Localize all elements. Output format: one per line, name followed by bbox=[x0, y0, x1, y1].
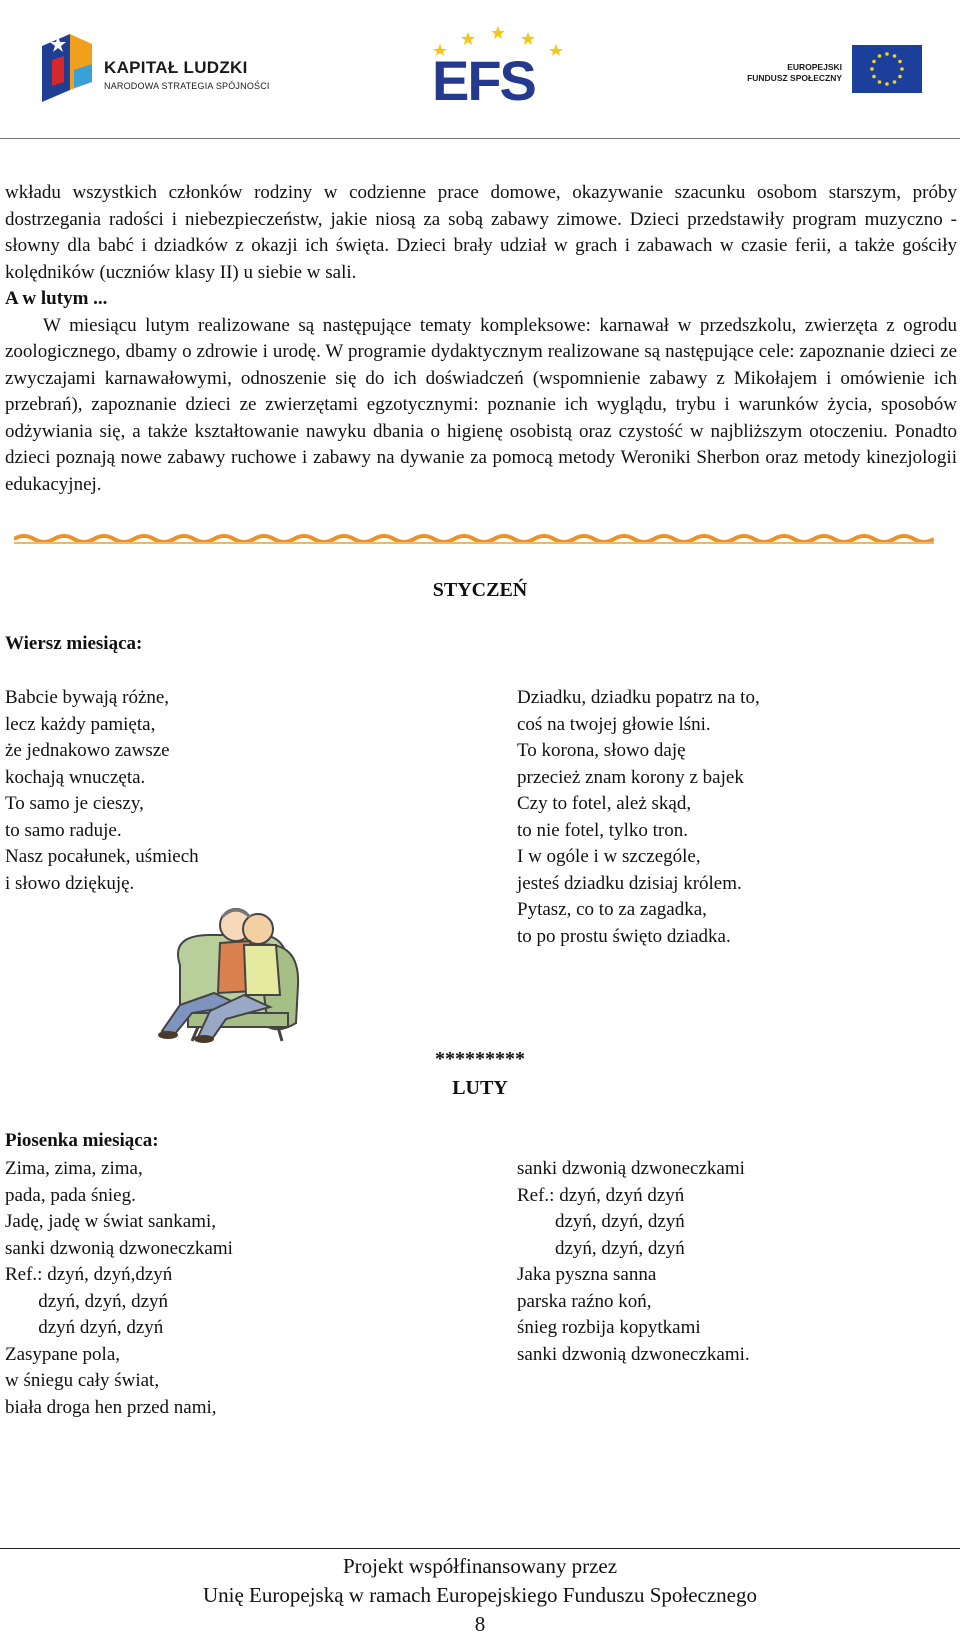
song-line: pada, pada śnieg. bbox=[5, 1184, 136, 1206]
february-paragraph bbox=[5, 313, 957, 499]
poem-line: Czy to fotel, ależ skąd, bbox=[517, 793, 692, 814]
song-line: Ref.: dzyń, dzyń,dzyń bbox=[5, 1264, 173, 1285]
song-line: biała droga hen przed nami, bbox=[5, 1396, 217, 1418]
january-title: STYCZEŃ bbox=[432, 579, 528, 601]
poem-line: To korona, słowo daję bbox=[517, 740, 686, 761]
poem-line: że jednakowo zawsze bbox=[5, 740, 170, 761]
february-heading: A w lutym ... bbox=[5, 288, 108, 309]
song-line: Zima, zima, zima, bbox=[5, 1158, 143, 1179]
footer-divider bbox=[0, 1548, 960, 1549]
song-line: śnieg rozbija kopytkami bbox=[517, 1317, 701, 1338]
section-separator: ********* bbox=[435, 1048, 525, 1070]
eu-fund-label bbox=[742, 62, 842, 84]
song-line: Zasypane pola, bbox=[5, 1343, 121, 1365]
kapital-ludzki-subtitle: NARODOWA STRATEGIA SPÓJNOŚCI bbox=[104, 81, 270, 91]
eu-fund-label-line1: EUROPEJSKI bbox=[787, 62, 842, 72]
poem-line: przecież znam korony z bajek bbox=[517, 766, 744, 788]
poem-line: to nie fotel, tylko tron. bbox=[517, 819, 688, 841]
poem-line: Babcie bywają różne, bbox=[5, 687, 170, 708]
eu-flag-icon bbox=[852, 45, 922, 93]
grandpa-poem bbox=[517, 685, 760, 950]
winter-song-part2 bbox=[517, 1156, 750, 1368]
page-header bbox=[0, 0, 960, 139]
page-number: 8 bbox=[474, 1612, 486, 1636]
february-title: LUTY bbox=[452, 1077, 508, 1099]
january-label: Wiersz miesiąca: bbox=[5, 633, 143, 654]
poem-line: to samo raduje. bbox=[5, 819, 122, 841]
poem-line: jesteś dziadku dzisiaj królem. bbox=[517, 872, 742, 894]
song-line: Jaka pyszna sanna bbox=[517, 1264, 657, 1285]
february-paragraph-text: W miesiącu lutym realizowane są następujące tematy kompleksowe: karnawał w przedszkolu, zwierzęta z ogrodu zoologicznego, dbamy o zdrowie i urodę. W programie dydaktycznym realizowane są następujące cele: zapoznanie dzieci ze zwyczajami karnawałowymi, odnoszenie się do ich doświadczeń (wspomnienie zabawy z Mikołajem i omówienie ich przebrań), zapoznanie dzieci ze zwierzętami egzotycznymi: poznanie ich wyglądu, trybu i warunków życia, sposobów odżywiania się, a także kształtowanie nawyku dbania o higienę osobistą oraz czystość w najbliższym otoczeniu. Ponadto dzieci poznają nowe zabawy ruchowe i zabawy na dywanie za pomocą metody Weroniki Sherbon oraz metody kinezjologii edukacyjnej. bbox=[5, 314, 957, 495]
poem-line: Nasz pocałunek, uśmiech bbox=[5, 846, 199, 867]
efs-wordmark: EFS bbox=[432, 49, 535, 112]
footer-line2: Unię Europejską w ramach Europejskiego Funduszu Społecznego bbox=[202, 1583, 758, 1607]
poem-line: Dziadku, dziadku popatrz na to, bbox=[517, 687, 760, 708]
song-line: sanki dzwonią dzwoneczkami. bbox=[517, 1343, 750, 1365]
february-label: Piosenka miesiąca: bbox=[5, 1130, 159, 1151]
grandma-poem bbox=[5, 685, 199, 897]
song-line: dzyń dzyń, dzyń bbox=[5, 1317, 164, 1338]
decorative-wave-divider bbox=[14, 531, 934, 551]
eu-fund-label-line2: FUNDUSZ SPOŁECZNY bbox=[747, 73, 842, 83]
winter-song-part1 bbox=[5, 1156, 233, 1421]
song-line: parska raźno koń, bbox=[517, 1290, 652, 1312]
song-line: sanki dzwonią dzwoneczkami bbox=[5, 1237, 233, 1259]
song-line: Ref.: dzyń, dzyń dzyń bbox=[517, 1184, 685, 1206]
poem-line: kochają wnuczęta. bbox=[5, 766, 146, 788]
footer-line1: Projekt współfinansowany przez bbox=[342, 1554, 618, 1578]
kapital-ludzki-logo bbox=[40, 30, 100, 106]
poem-line: lecz każdy pamięta, bbox=[5, 713, 156, 735]
song-line: w śniegu cały świat, bbox=[5, 1370, 160, 1391]
poem-line: to po prostu święto dziadka. bbox=[517, 925, 731, 947]
kapital-ludzki-title: KAPITAŁ LUDZKI bbox=[104, 58, 248, 77]
song-line: Jadę, jadę w świat sankami, bbox=[5, 1211, 217, 1232]
poem-line: i słowo dziękuję. bbox=[5, 872, 135, 894]
poem-line: coś na twojej głowie lśni. bbox=[517, 713, 711, 735]
grandparents-armchair-illustration bbox=[140, 895, 310, 1045]
song-line: dzyń, dzyń, dzyń bbox=[517, 1237, 685, 1259]
poem-line: I w ogóle i w szczególe, bbox=[517, 846, 701, 867]
page-footer bbox=[0, 1552, 960, 1639]
song-line: sanki dzwonią dzwoneczkami bbox=[517, 1158, 745, 1179]
intro-paragraph: wkładu wszystkich członków rodziny w codzienne prace domowe, okazywanie szacunku osobom starszym, próby dostrzegania radości i niebezpieczeństw, jakie niosą za sobą zabawy zimowe. Dzieci przedstawiły program muzyczno - słowny dla babć i dziadków z okazji ich święta. Dzieci brały udział w grach i zabawach w czasie ferii, a także gościły kolędników (uczniów klasy II) u siebie w sali. bbox=[5, 182, 957, 283]
poem-line: Pytasz, co to za zagadka, bbox=[517, 899, 707, 920]
intro-section bbox=[5, 180, 957, 498]
kapital-ludzki-wordmark bbox=[104, 58, 270, 91]
song-line: dzyń, dzyń, dzyń bbox=[517, 1211, 685, 1232]
poem-line: To samo je cieszy, bbox=[5, 793, 144, 814]
song-line: dzyń, dzyń, dzyń bbox=[5, 1290, 169, 1312]
